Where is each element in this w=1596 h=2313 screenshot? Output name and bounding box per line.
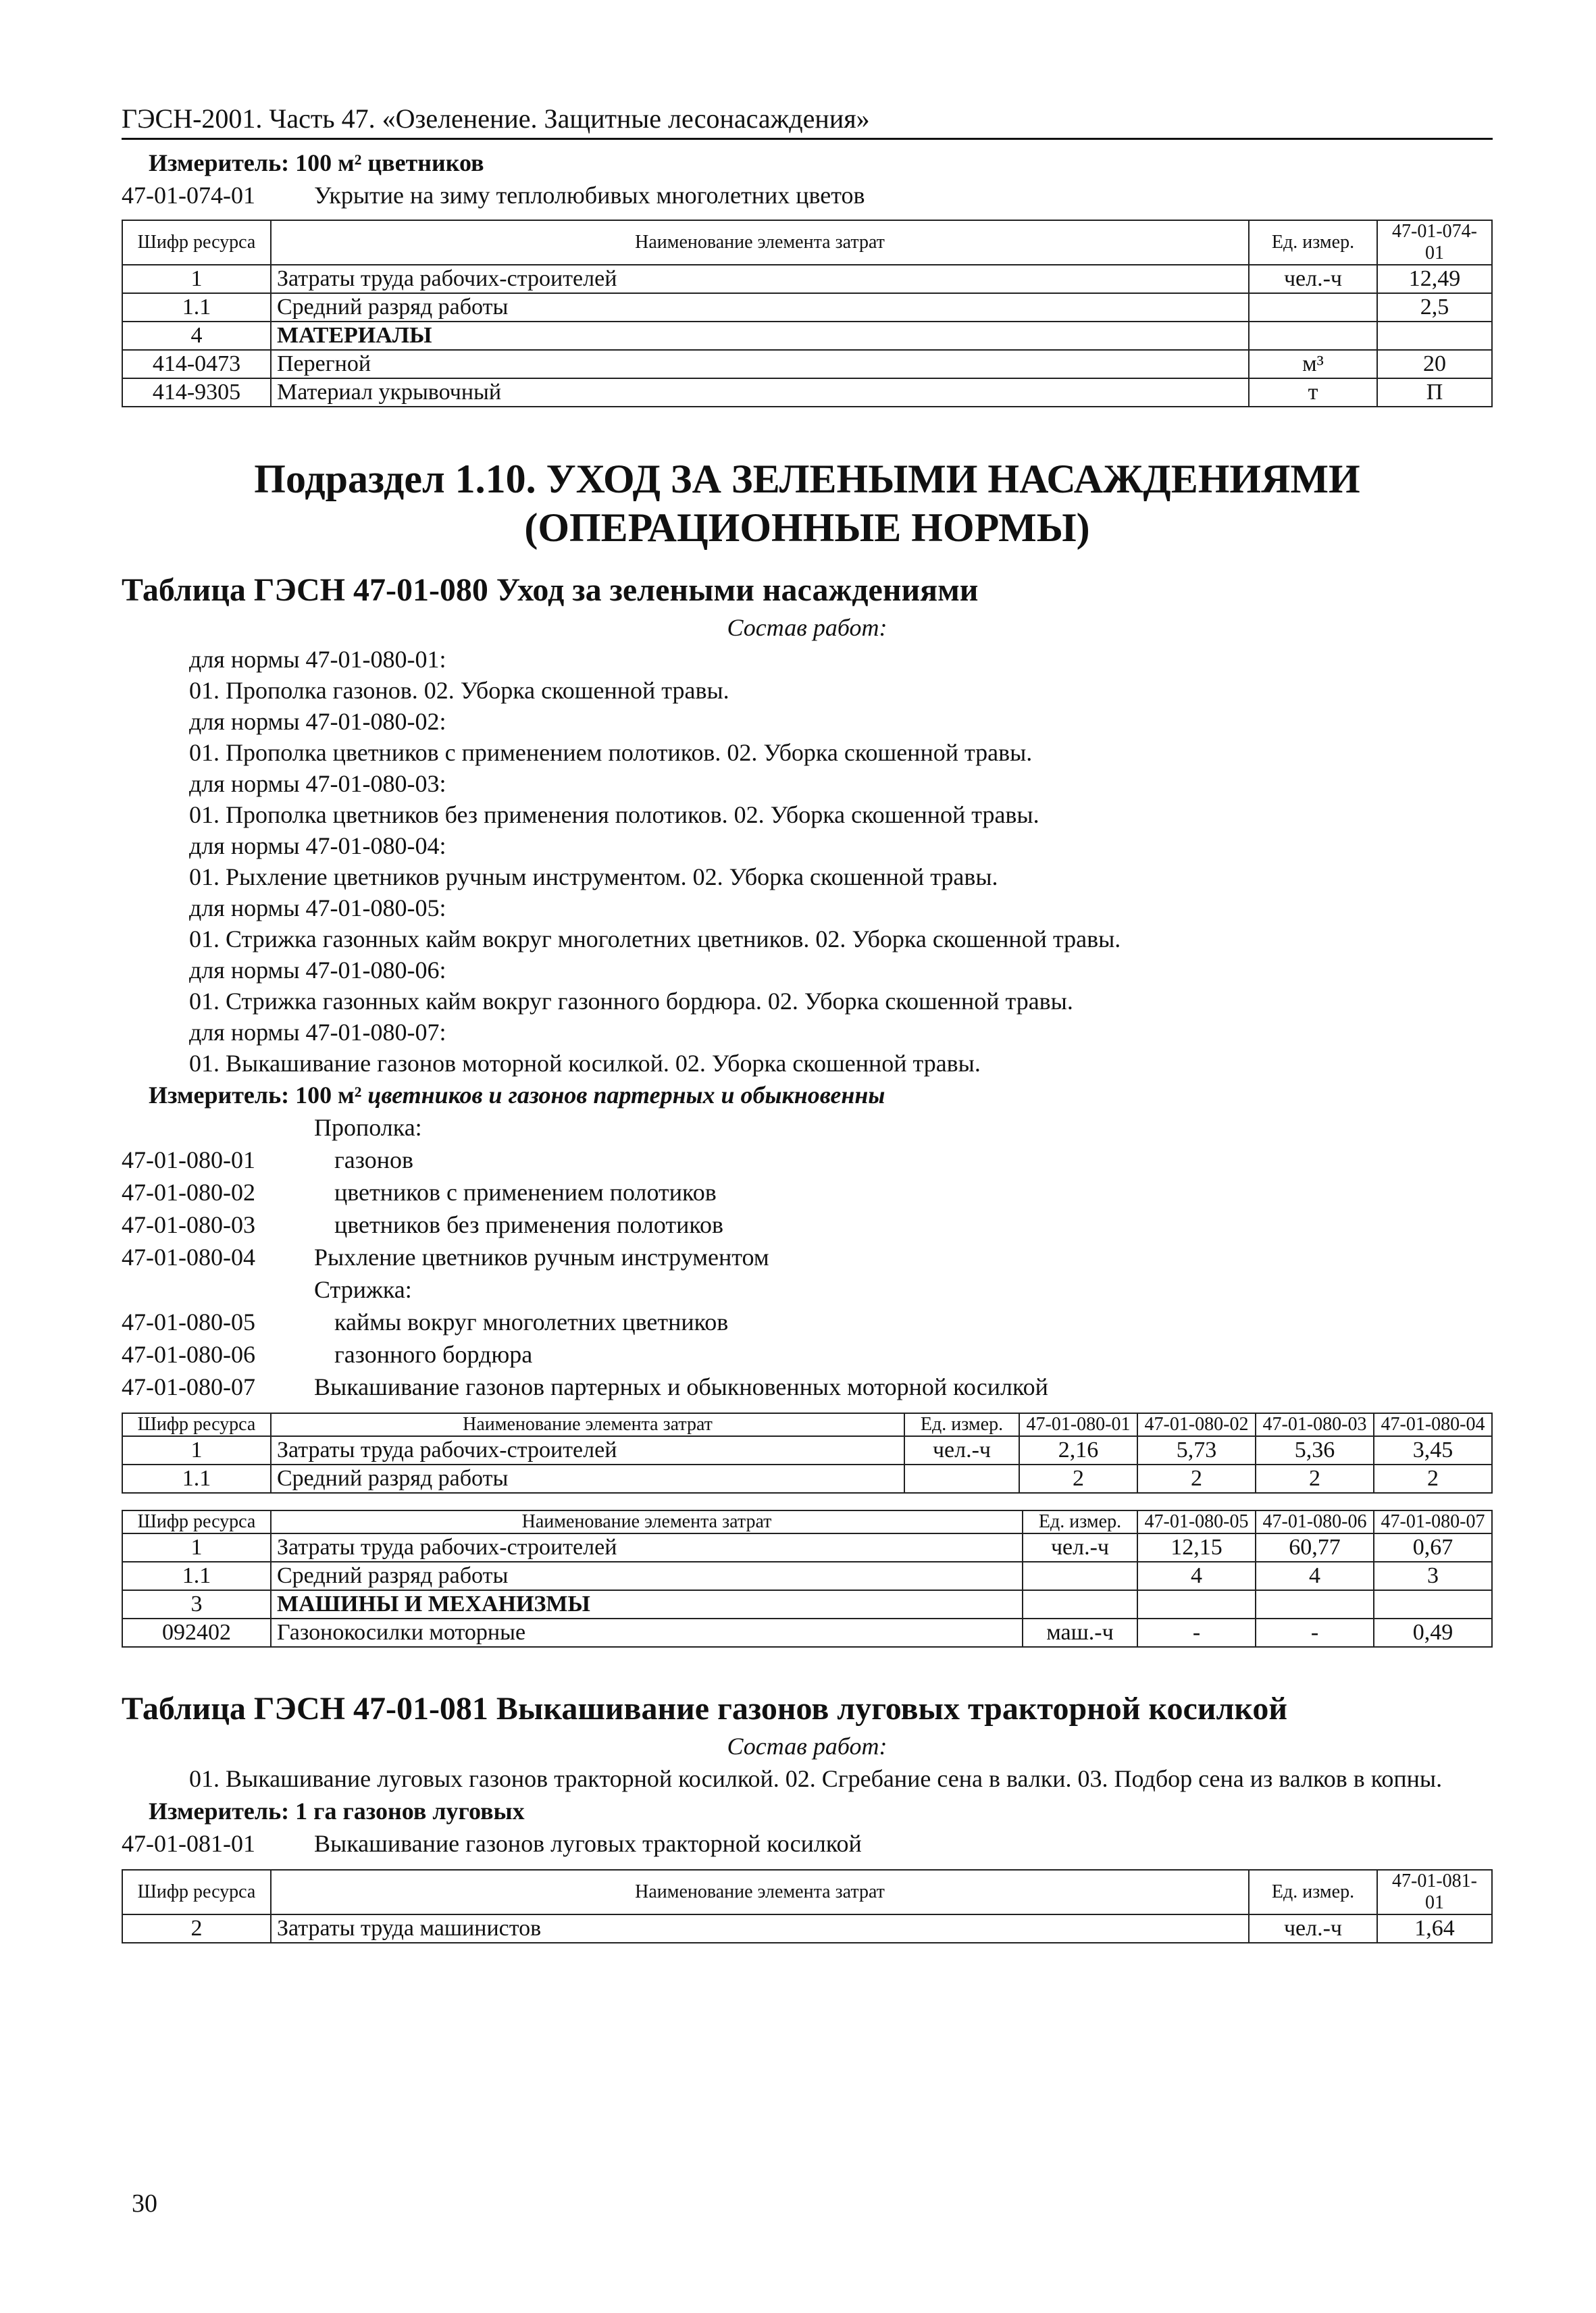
cell-code: 414-9305 [122, 378, 271, 407]
cell-name: Перегной [271, 350, 1249, 378]
cell-code: 1.1 [122, 293, 271, 322]
cell-code: 092402 [122, 1619, 271, 1647]
norm-description: Выкашивание газонов партерных и обыкновенных моторной косилкой [314, 1373, 1048, 1400]
col-header-unit: Ед. измер. [1023, 1510, 1137, 1533]
cell-code: 414-0473 [122, 350, 271, 378]
norm-for-label: для нормы 47-01-080-06: [189, 957, 446, 984]
table-header-row [122, 1870, 1492, 1914]
norm-code [122, 1111, 314, 1144]
table-row [122, 1914, 1492, 1943]
cell-value: 3,45 [1374, 1436, 1492, 1465]
col-header-code: Шифр ресурса [122, 1510, 271, 1533]
norm-work-text: 01. Стрижка газонных кайм вокруг многолетних цветников. 02. Уборка скошенной травы. [189, 925, 1121, 952]
cell-value: 5,36 [1256, 1436, 1374, 1465]
col-header-norm: 47-01-080-03 [1256, 1413, 1374, 1436]
table-row [122, 1590, 1492, 1619]
cell-value: 3 [1374, 1562, 1492, 1590]
cell-value: - [1256, 1619, 1374, 1647]
sostav-rabot-080: Состав работ: [727, 614, 887, 641]
col-header-norm: 47-01-081-01 [1377, 1870, 1492, 1914]
col-header-norm: 47-01-080-05 [1137, 1510, 1256, 1533]
cell-value: 2 [1256, 1465, 1374, 1493]
resource-table-080-b [122, 1510, 1493, 1648]
norm-work-text: 01. Прополка цветников без применения полотиков. 02. Уборка скошенной травы. [189, 801, 1039, 828]
norm-for-label: для нормы 47-01-080-04: [189, 832, 446, 859]
table-row [122, 350, 1492, 378]
cell-value [1374, 1590, 1492, 1619]
col-header-unit: Ед. измер. [904, 1413, 1019, 1436]
cell-code: 1 [122, 1533, 271, 1562]
norm-row [122, 1176, 1493, 1209]
col-header-name: Наименование элемента затрат [271, 220, 1249, 265]
norm-description: Стрижка: [314, 1276, 412, 1303]
subsection-title-line2: (ОПЕРАЦИОННЫЕ НОРМЫ) [524, 505, 1090, 550]
table-row [122, 1436, 1492, 1465]
norm-row [122, 1241, 1493, 1273]
cell-unit: т [1249, 378, 1377, 407]
norm-description: каймы вокруг многолетних цветников [334, 1308, 729, 1336]
work-composition-081: 01. Выкашивание луговых газонов тракторной косилкой. 02. Сгребание сена в валки. 03. Подбор сена из валков в копны. [189, 1765, 1443, 1792]
norm-code: 47-01-080-05 [122, 1308, 255, 1336]
norm-work-text: 01. Прополка цветников с применением полотиков. 02. Уборка скошенной травы. [189, 739, 1033, 766]
norm-work-text: 01. Прополка газонов. 02. Уборка скошенной травы. [189, 677, 729, 704]
col-header-code: Шифр ресурса [122, 220, 271, 265]
norm-description: Рыхление цветников ручным инструментом [314, 1244, 769, 1271]
table-row [122, 1619, 1492, 1647]
table-header-row [122, 220, 1492, 265]
cell-value: 0,67 [1374, 1533, 1492, 1562]
col-header-norm: 47-01-080-02 [1137, 1413, 1256, 1436]
measure-label: Измеритель: 100 м² [149, 1082, 362, 1109]
norm-row [122, 1306, 1493, 1338]
cell-code: 1.1 [122, 1562, 271, 1590]
col-header-name: Наименование элемента затрат [271, 1510, 1023, 1533]
col-header-norm: 47-01-080-06 [1256, 1510, 1374, 1533]
norm-description: цветников без применения полотиков [334, 1211, 723, 1238]
cell-value: 4 [1256, 1562, 1374, 1590]
cell-section-name: МАТЕРИАЛЫ [271, 322, 1249, 350]
table-row [122, 378, 1492, 407]
col-header-norm: 47-01-080-04 [1374, 1413, 1492, 1436]
norm-description: Прополка: [314, 1114, 422, 1141]
cell-name: Средний разряд работы [271, 1562, 1023, 1590]
norm-description: Выкашивание газонов луговых тракторной косилкой [314, 1830, 862, 1857]
subsection-title-line1: Подраздел 1.10. УХОД ЗА ЗЕЛЕНЫМИ НАСАЖДЕНИЯМИ [254, 457, 1360, 501]
norm-for-label: для нормы 47-01-080-01: [189, 646, 446, 673]
table-081-title: Таблица ГЭСН 47-01-081 Выкашивание газонов луговых тракторной косилкой [122, 1691, 1288, 1727]
norm-code: 47-01-080-06 [122, 1341, 255, 1368]
norm-description: газонного бордюра [334, 1341, 533, 1368]
norm-description: цветников с применением полотиков [334, 1179, 717, 1206]
cell-value: 2 [1019, 1465, 1137, 1493]
cell-value: 12,15 [1137, 1533, 1256, 1562]
cell-name: Затраты труда рабочих-строителей [271, 1436, 904, 1465]
col-header-name: Наименование элемента затрат [271, 1870, 1249, 1914]
norm-for-label: для нормы 47-01-080-07: [189, 1019, 446, 1046]
cell-unit: чел.-ч [1023, 1533, 1137, 1562]
cell-name: Затраты труда машинистов [271, 1914, 1249, 1943]
cell-value: 20 [1377, 350, 1492, 378]
col-header-norm: 47-01-074-01 [1377, 220, 1492, 265]
table-row [122, 293, 1492, 322]
cell-value: - [1137, 1619, 1256, 1647]
page-number: 30 [132, 2189, 157, 2218]
cell-unit [1249, 322, 1377, 350]
cell-name: Затраты труда рабочих-строителей [271, 1533, 1023, 1562]
cell-name: Материал укрывочный [271, 378, 1249, 407]
norm-description: газонов [334, 1146, 414, 1173]
cell-value: 4 [1137, 1562, 1256, 1590]
cell-code: 2 [122, 1914, 271, 1943]
norm-code: 47-01-080-02 [122, 1179, 255, 1206]
col-header-code: Шифр ресурса [122, 1413, 271, 1436]
table-header-row [122, 1510, 1492, 1533]
cell-code: 1.1 [122, 1465, 271, 1493]
measure-080 [122, 1079, 1493, 1111]
norm-code: 47-01-081-01 [122, 1830, 255, 1857]
cell-name: Затраты труда рабочих-строителей [271, 265, 1249, 293]
cell-unit: чел.-ч [1249, 1914, 1377, 1943]
norm-work-text: 01. Рыхление цветников ручным инструментом. 02. Уборка скошенной травы. [189, 863, 998, 890]
cell-value: 12,49 [1377, 265, 1492, 293]
col-header-norm: 47-01-080-07 [1374, 1510, 1492, 1533]
norm-row [122, 1209, 1493, 1241]
cell-unit: м³ [1249, 350, 1377, 378]
col-header-unit: Ед. измер. [1249, 1870, 1377, 1914]
table-row [122, 265, 1492, 293]
cell-unit: чел.-ч [1249, 265, 1377, 293]
table-080-title: Таблица ГЭСН 47-01-080 Уход за зелеными насаждениями [122, 572, 979, 608]
cell-unit [904, 1465, 1019, 1493]
col-header-unit: Ед. измер. [1249, 220, 1377, 265]
norm-code: 47-01-080-03 [122, 1211, 255, 1238]
table-row [122, 1562, 1492, 1590]
cell-section-name: МАШИНЫ И МЕХАНИЗМЫ [271, 1590, 1023, 1619]
table-row [122, 1533, 1492, 1562]
cell-value [1256, 1590, 1374, 1619]
cell-code: 1 [122, 265, 271, 293]
cell-value [1377, 322, 1492, 350]
cell-unit [1023, 1562, 1137, 1590]
running-header: ГЭСН-2001. Часть 47. «Озеленение. Защитные лесонасаждения» [122, 101, 1493, 140]
measure-081: Измеритель: 1 га газонов луговых [149, 1798, 525, 1825]
cell-unit [1249, 293, 1377, 322]
norm-code-list [122, 1111, 1493, 1403]
cell-value: 2,5 [1377, 293, 1492, 322]
norm-row-074 [122, 179, 1493, 211]
cell-value: 60,77 [1256, 1533, 1374, 1562]
norm-row [122, 1111, 1493, 1144]
cell-value: 2,16 [1019, 1436, 1137, 1465]
norm-row [122, 1273, 1493, 1306]
cell-value [1137, 1590, 1256, 1619]
cell-value: 2 [1374, 1465, 1492, 1493]
resource-table-080-a [122, 1413, 1493, 1494]
cell-name: Средний разряд работы [271, 1465, 904, 1493]
cell-value: 0,49 [1374, 1619, 1492, 1647]
document-page [122, 101, 1493, 1943]
cell-value: 2 [1137, 1465, 1256, 1493]
col-header-name: Наименование элемента затрат [271, 1413, 904, 1436]
cell-name: Газонокосилки моторные [271, 1619, 1023, 1647]
cell-unit: маш.-ч [1023, 1619, 1137, 1647]
cell-value: 1,64 [1377, 1914, 1492, 1943]
norm-code: 47-01-074-01 [122, 182, 255, 209]
norm-row [122, 1371, 1493, 1403]
norm-work-text: 01. Выкашивание газонов моторной косилкой. 02. Уборка скошенной травы. [189, 1050, 981, 1077]
cell-name: Средний разряд работы [271, 293, 1249, 322]
cell-unit [1023, 1590, 1137, 1619]
sostav-rabot-081: Состав работ: [727, 1733, 887, 1760]
cell-value: П [1377, 378, 1492, 407]
norm-for-label: для нормы 47-01-080-05: [189, 894, 446, 921]
cell-code: 4 [122, 322, 271, 350]
norm-row [122, 1144, 1493, 1176]
table-header-row [122, 1413, 1492, 1436]
resource-table-081 [122, 1869, 1493, 1943]
table-row [122, 1465, 1492, 1493]
norm-description: Укрытие на зиму теплолюбивых многолетних цветов [314, 182, 865, 209]
norm-code: 47-01-080-01 [122, 1146, 255, 1173]
table-row [122, 322, 1492, 350]
norm-row [122, 1338, 1493, 1371]
norm-for-label: для нормы 47-01-080-02: [189, 708, 446, 735]
norm-work-text: 01. Стрижка газонных кайм вокруг газонного бордюра. 02. Уборка скошенной травы. [189, 988, 1073, 1015]
cell-unit: чел.-ч [904, 1436, 1019, 1465]
measure-object: цветников и газонов партерных и обыкновенны [367, 1082, 885, 1109]
cell-value: 5,73 [1137, 1436, 1256, 1465]
norm-row-081 [122, 1827, 1493, 1860]
col-header-norm: 47-01-080-01 [1019, 1413, 1137, 1436]
cell-code: 1 [122, 1436, 271, 1465]
norm-code: 47-01-080-07 [122, 1373, 255, 1400]
col-header-code: Шифр ресурса [122, 1870, 271, 1914]
resource-table-074 [122, 220, 1493, 407]
cell-code: 3 [122, 1590, 271, 1619]
norm-for-label: для нормы 47-01-080-03: [189, 770, 446, 797]
norm-code: 47-01-080-04 [122, 1244, 255, 1271]
measure-074: Измеритель: 100 м² цветников [149, 149, 484, 176]
norm-code [122, 1273, 314, 1306]
work-composition-list [122, 644, 1493, 1079]
